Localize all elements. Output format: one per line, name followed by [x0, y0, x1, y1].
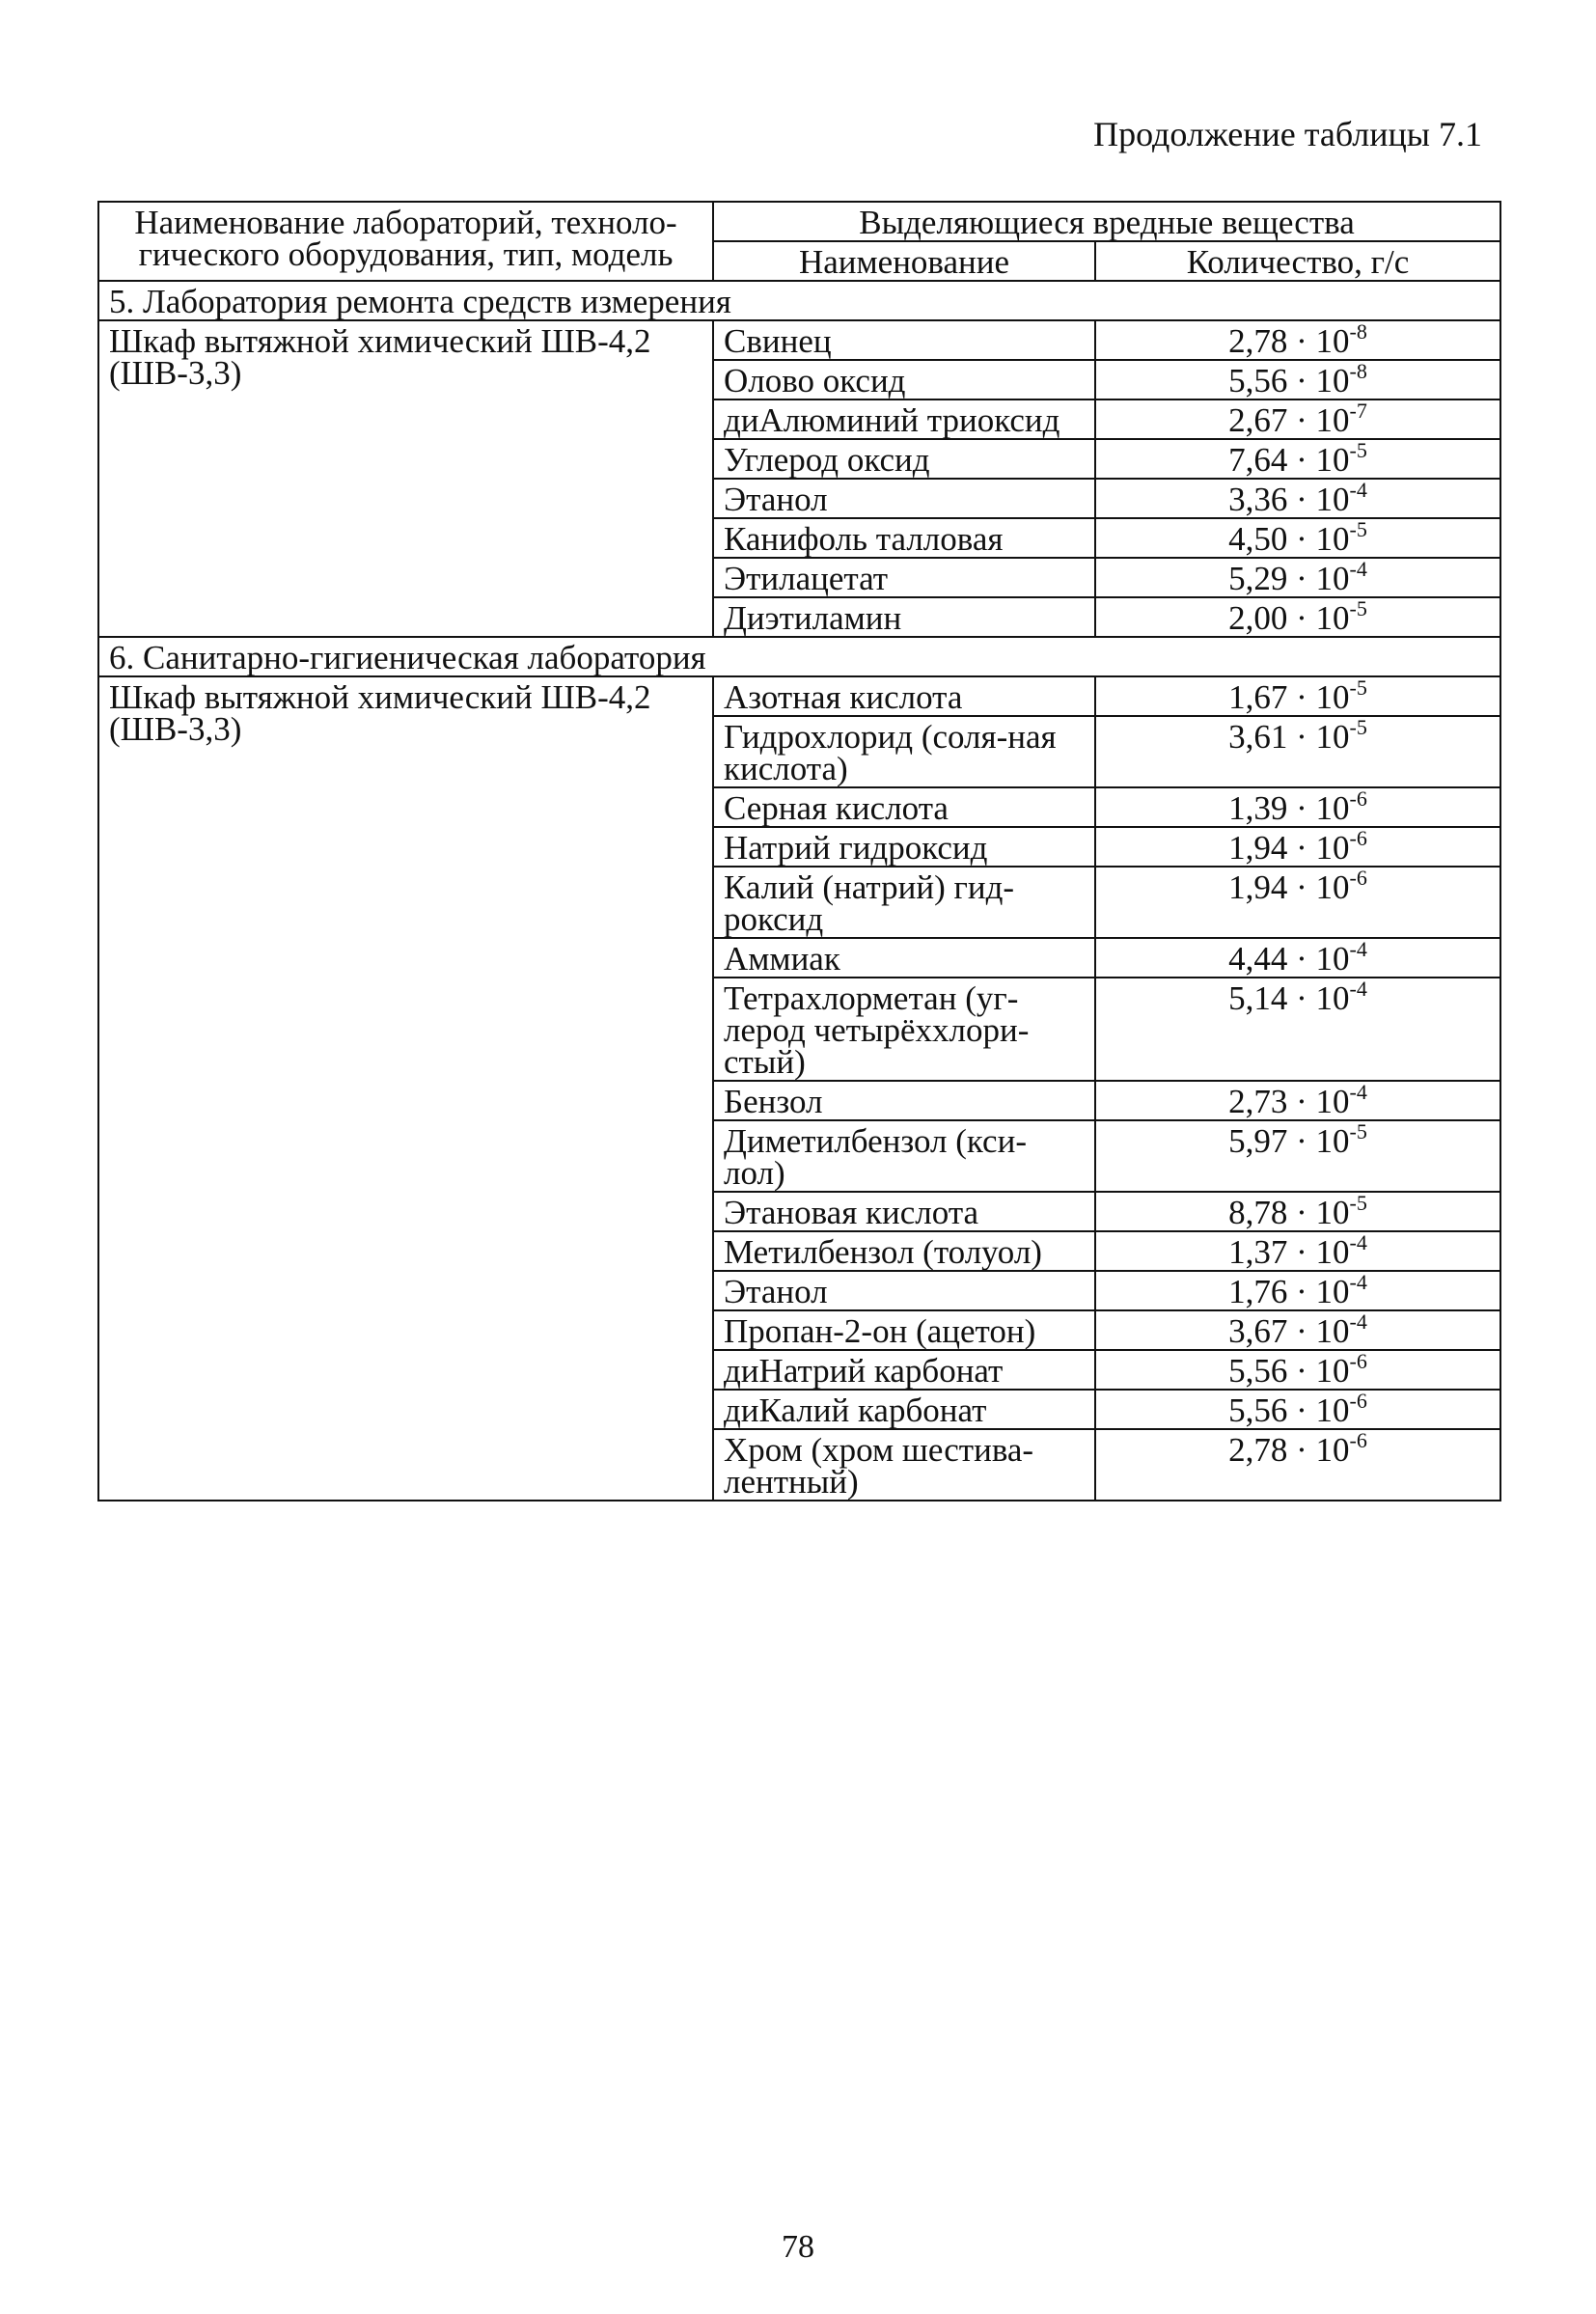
quantity-exponent: -7 — [1349, 399, 1367, 423]
multiplication-dot: · — [1287, 362, 1316, 399]
quantity-mantissa: 1,37 — [1228, 1233, 1288, 1271]
substance-quantity — [1095, 558, 1500, 597]
quantity-mantissa: 1,94 — [1228, 868, 1288, 906]
quantity-mantissa: 1,76 — [1228, 1273, 1288, 1310]
multiplication-dot: · — [1287, 829, 1316, 867]
substance-quantity — [1095, 676, 1500, 716]
substance-quantity — [1095, 1271, 1500, 1310]
page-number: 78 — [782, 2229, 814, 2265]
multiplication-dot: · — [1287, 441, 1316, 479]
multiplication-dot: · — [1287, 1194, 1316, 1231]
table-row — [98, 320, 1500, 360]
quantity-base: 10 — [1315, 1083, 1350, 1120]
quantity-mantissa: 3,61 — [1228, 718, 1288, 756]
substance-name: Канифоль талловая — [713, 518, 1095, 558]
quantity-mantissa: 5,56 — [1228, 362, 1288, 399]
substance-name: Этановая кислота — [713, 1192, 1095, 1231]
multiplication-dot: · — [1287, 322, 1316, 360]
header-substance-name: Наименование — [713, 241, 1095, 281]
section-title: 5. Лаборатория ремонта средств измерения — [98, 281, 1500, 320]
equipment-cell: Шкаф вытяжной химический ШВ-4,2 (ШВ-3,3) — [98, 320, 713, 637]
multiplication-dot: · — [1287, 1233, 1316, 1271]
substance-name: диНатрий карбонат — [713, 1350, 1095, 1390]
quantity-exponent: -6 — [1349, 786, 1367, 811]
substance-quantity — [1095, 479, 1500, 518]
multiplication-dot: · — [1287, 718, 1316, 756]
substance-quantity — [1095, 399, 1500, 439]
quantity-mantissa: 1,39 — [1228, 789, 1288, 827]
quantity-exponent: -4 — [1349, 557, 1367, 581]
quantity-base: 10 — [1315, 979, 1350, 1017]
substance-quantity — [1095, 1390, 1500, 1429]
substance-quantity — [1095, 1081, 1500, 1120]
quantity-base: 10 — [1315, 940, 1350, 978]
header-substances-group: Выделяющиеся вредные вещества — [713, 202, 1500, 241]
section-title-row — [98, 281, 1500, 320]
table-continuation-label: Продолжение таблицы 7.1 — [1093, 115, 1482, 153]
quantity-base: 10 — [1315, 362, 1350, 399]
quantity-mantissa: 4,44 — [1228, 940, 1288, 978]
substance-name: Гидрохлорид (соля-ная кислота) — [713, 716, 1095, 787]
multiplication-dot: · — [1287, 1431, 1316, 1469]
quantity-exponent: -6 — [1349, 1349, 1367, 1373]
substance-quantity — [1095, 1120, 1500, 1192]
multiplication-dot: · — [1287, 560, 1316, 597]
quantity-mantissa: 5,29 — [1228, 560, 1288, 597]
quantity-base: 10 — [1315, 829, 1350, 867]
substance-name: Этанол — [713, 1271, 1095, 1310]
multiplication-dot: · — [1287, 1273, 1316, 1310]
quantity-exponent: -4 — [1349, 977, 1367, 1001]
quantity-exponent: -4 — [1349, 1080, 1367, 1104]
quantity-base: 10 — [1315, 1194, 1350, 1231]
quantity-base: 10 — [1315, 481, 1350, 518]
quantity-exponent: -4 — [1349, 937, 1367, 961]
quantity-mantissa: 2,78 — [1228, 1431, 1288, 1469]
quantity-mantissa: 2,67 — [1228, 401, 1288, 439]
quantity-base: 10 — [1315, 1431, 1350, 1469]
multiplication-dot: · — [1287, 1312, 1316, 1350]
quantity-base: 10 — [1315, 599, 1350, 637]
equipment-cell: Шкаф вытяжной химический ШВ-4,2 (ШВ-3,3) — [98, 676, 713, 1501]
quantity-exponent: -8 — [1349, 319, 1367, 344]
quantity-mantissa: 2,78 — [1228, 322, 1288, 360]
quantity-exponent: -4 — [1349, 1309, 1367, 1334]
quantity-base: 10 — [1315, 1122, 1350, 1160]
quantity-mantissa: 5,56 — [1228, 1352, 1288, 1390]
multiplication-dot: · — [1287, 520, 1316, 558]
substance-quantity — [1095, 716, 1500, 787]
quantity-exponent: -5 — [1349, 517, 1367, 541]
substance-quantity — [1095, 518, 1500, 558]
quantity-base: 10 — [1315, 678, 1350, 716]
quantity-base: 10 — [1315, 1273, 1350, 1310]
multiplication-dot: · — [1287, 1391, 1316, 1429]
quantity-mantissa: 2,73 — [1228, 1083, 1288, 1120]
quantity-base: 10 — [1315, 1233, 1350, 1271]
substance-quantity — [1095, 1429, 1500, 1501]
multiplication-dot: · — [1287, 789, 1316, 827]
substance-name: Олово оксид — [713, 360, 1095, 399]
quantity-mantissa: 7,64 — [1228, 441, 1288, 479]
substance-quantity — [1095, 787, 1500, 827]
quantity-exponent: -8 — [1349, 359, 1367, 383]
quantity-base: 10 — [1315, 789, 1350, 827]
substance-quantity — [1095, 1350, 1500, 1390]
quantity-exponent: -6 — [1349, 1389, 1367, 1413]
quantity-exponent: -6 — [1349, 826, 1367, 850]
quantity-base: 10 — [1315, 322, 1350, 360]
multiplication-dot: · — [1287, 868, 1316, 906]
substance-quantity — [1095, 1192, 1500, 1231]
substance-name: Серная кислота — [713, 787, 1095, 827]
substance-quantity — [1095, 978, 1500, 1081]
quantity-base: 10 — [1315, 401, 1350, 439]
substance-name: Калий (натрий) гид-роксид — [713, 867, 1095, 938]
quantity-exponent: -5 — [1349, 715, 1367, 739]
quantity-exponent: -5 — [1349, 1191, 1367, 1215]
quantity-exponent: -5 — [1349, 596, 1367, 620]
quantity-mantissa: 2,00 — [1228, 599, 1288, 637]
substance-name: диКалий карбонат — [713, 1390, 1095, 1429]
substance-name: Азотная кислота — [713, 676, 1095, 716]
substance-quantity — [1095, 439, 1500, 479]
quantity-base: 10 — [1315, 520, 1350, 558]
substance-name: Диметилбензол (кси-лол) — [713, 1120, 1095, 1192]
substance-name: Аммиак — [713, 938, 1095, 978]
section-title: 6. Санитарно-гигиеническая лаборатория — [98, 637, 1500, 676]
quantity-exponent: -4 — [1349, 1230, 1367, 1254]
quantity-exponent: -4 — [1349, 478, 1367, 502]
header-substance-quantity: Количество, г/с — [1095, 241, 1500, 281]
quantity-mantissa: 8,78 — [1228, 1194, 1288, 1231]
quantity-exponent: -6 — [1349, 1428, 1367, 1452]
quantity-mantissa: 1,94 — [1228, 829, 1288, 867]
quantity-base: 10 — [1315, 441, 1350, 479]
substance-name: диАлюминий триоксид — [713, 399, 1095, 439]
multiplication-dot: · — [1287, 979, 1316, 1017]
header-equipment: Наименование лабораторий, техноло-гического оборудования, тип, модель — [98, 202, 713, 281]
substance-name: Хром (хром шестива-лентный) — [713, 1429, 1095, 1501]
multiplication-dot: · — [1287, 940, 1316, 978]
multiplication-dot: · — [1287, 481, 1316, 518]
substance-name: Метилбензол (толуол) — [713, 1231, 1095, 1271]
substance-name: Этилацетат — [713, 558, 1095, 597]
section-title-row — [98, 637, 1500, 676]
quantity-exponent: -6 — [1349, 866, 1367, 890]
quantity-mantissa: 4,50 — [1228, 520, 1288, 558]
quantity-exponent: -5 — [1349, 1119, 1367, 1143]
emissions-table — [97, 201, 1501, 1501]
quantity-mantissa: 5,14 — [1228, 979, 1288, 1017]
quantity-base: 10 — [1315, 868, 1350, 906]
quantity-mantissa: 5,97 — [1228, 1122, 1288, 1160]
substance-quantity — [1095, 867, 1500, 938]
substance-name: Диэтиламин — [713, 597, 1095, 637]
multiplication-dot: · — [1287, 401, 1316, 439]
header-row-1 — [98, 202, 1500, 241]
quantity-mantissa: 3,36 — [1228, 481, 1288, 518]
multiplication-dot: · — [1287, 1352, 1316, 1390]
substance-name: Тетрахлорметан (уг-лерод четырёххлори-стый) — [713, 978, 1095, 1081]
substance-name: Бензол — [713, 1081, 1095, 1120]
substance-quantity — [1095, 360, 1500, 399]
substance-quantity — [1095, 827, 1500, 867]
quantity-mantissa: 3,67 — [1228, 1312, 1288, 1350]
substance-name: Натрий гидроксид — [713, 827, 1095, 867]
quantity-base: 10 — [1315, 718, 1350, 756]
substance-quantity — [1095, 1310, 1500, 1350]
substance-name: Этанол — [713, 479, 1095, 518]
quantity-base: 10 — [1315, 1352, 1350, 1390]
multiplication-dot: · — [1287, 599, 1316, 637]
quantity-exponent: -5 — [1349, 675, 1367, 700]
quantity-exponent: -4 — [1349, 1270, 1367, 1294]
quantity-base: 10 — [1315, 1312, 1350, 1350]
substance-quantity — [1095, 320, 1500, 360]
substance-name: Углерод оксид — [713, 439, 1095, 479]
substance-name: Свинец — [713, 320, 1095, 360]
quantity-base: 10 — [1315, 560, 1350, 597]
quantity-exponent: -5 — [1349, 438, 1367, 462]
quantity-mantissa: 1,67 — [1228, 678, 1288, 716]
substance-name: Пропан-2-он (ацетон) — [713, 1310, 1095, 1350]
substance-quantity — [1095, 1231, 1500, 1271]
multiplication-dot: · — [1287, 1083, 1316, 1120]
substance-quantity — [1095, 938, 1500, 978]
table-row — [98, 676, 1500, 716]
substance-quantity — [1095, 597, 1500, 637]
quantity-base: 10 — [1315, 1391, 1350, 1429]
quantity-mantissa: 5,56 — [1228, 1391, 1288, 1429]
multiplication-dot: · — [1287, 1122, 1316, 1160]
multiplication-dot: · — [1287, 678, 1316, 716]
